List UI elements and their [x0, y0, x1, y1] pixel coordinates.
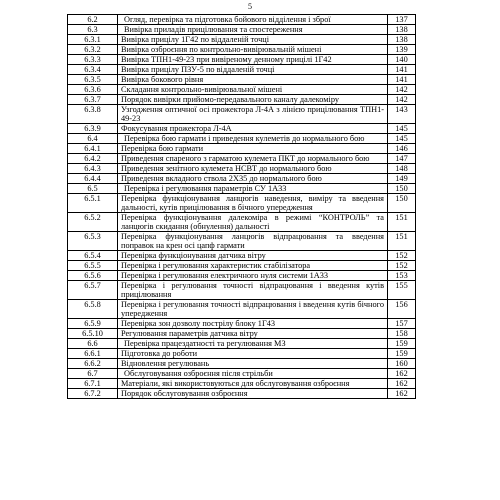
page-ref: 162	[388, 379, 416, 389]
page-ref: 141	[388, 75, 416, 85]
section-title: Перевірка працездатності та регулювання МЗ	[118, 339, 388, 349]
section-title: Перевірка бою гармати	[118, 144, 388, 154]
toc-row	[68, 281, 416, 300]
section-number: 6.5.1	[68, 194, 118, 213]
section-number: 6.3.1	[68, 35, 118, 45]
section-title: Підготовка до роботи	[118, 349, 388, 359]
section-title: Вивірка прицілу ПЗУ-5 по віддаленій точці	[118, 65, 388, 75]
section-title: Перевірка і регулювання електричного нуля системи 1А33	[118, 271, 388, 281]
toc-row	[68, 55, 416, 65]
page-ref: 151	[388, 232, 416, 251]
section-number: 6.6.1	[68, 349, 118, 359]
toc-row	[68, 154, 416, 164]
toc-row	[68, 144, 416, 154]
toc-row	[68, 319, 416, 329]
page-ref: 155	[388, 281, 416, 300]
section-title: Матеріали, які використовуються для обслуговування озброєння	[118, 379, 388, 389]
page-ref: 138	[388, 35, 416, 45]
toc-row	[68, 369, 416, 379]
section-title: Перевірка і регулювання точності відпрацювання і введення кутів бічного упередження	[118, 300, 388, 319]
section-number: 6.4	[68, 134, 118, 144]
section-title: Приведення вкладного ствола 2Х35 до нормального бою	[118, 174, 388, 184]
toc-row	[68, 184, 416, 194]
section-number: 6.4.1	[68, 144, 118, 154]
toc-row	[68, 379, 416, 389]
section-number: 6.3.2	[68, 45, 118, 55]
section-title: Приведення зенітного кулемета НСВТ до нормального бою	[118, 164, 388, 174]
section-title: Фокусування прожектора Л-4А	[118, 124, 388, 134]
page-ref: 142	[388, 95, 416, 105]
section-number: 6.3.8	[68, 105, 118, 124]
section-number: 6.5.3	[68, 232, 118, 251]
section-title: Перевірка бою гармати і приведення кулеметів до нормального бою	[118, 134, 388, 144]
page-ref: 147	[388, 154, 416, 164]
page-ref: 146	[388, 144, 416, 154]
section-number: 6.5.7	[68, 281, 118, 300]
toc-row	[68, 389, 416, 399]
section-title: Вивірка бокового рівня	[118, 75, 388, 85]
toc-row	[68, 300, 416, 319]
section-number: 6.3.4	[68, 65, 118, 75]
toc-row	[68, 15, 416, 25]
toc-row	[68, 134, 416, 144]
section-number: 6.3.9	[68, 124, 118, 134]
toc-row	[68, 35, 416, 45]
section-title: Приведення спареного з гарматою кулемета ПКТ до нормального бою	[118, 154, 388, 164]
section-title: Перевірка функціонування ланцюгів наведення, виміру та введення дальності, кутів прицілювання в бічного упередження	[118, 194, 388, 213]
toc-row	[68, 25, 416, 35]
page-ref: 160	[388, 359, 416, 369]
section-title: Перевірка і регулювання точності відпрацювання і введення кутів прицілювання	[118, 281, 388, 300]
section-title: Узгодження оптичної осі прожектора Л-4А з лінією прицілювання ТПН1-49-23	[118, 105, 388, 124]
section-title: Перевірка і регулювання характеристик стабілізатора	[118, 261, 388, 271]
section-number: 6.5.8	[68, 300, 118, 319]
toc-row	[68, 85, 416, 95]
toc-row	[68, 95, 416, 105]
toc-row	[68, 105, 416, 124]
section-title: Обслуговування озброєння після стрільби	[118, 369, 388, 379]
section-number: 6.7	[68, 369, 118, 379]
toc-row	[68, 261, 416, 271]
toc-row	[68, 65, 416, 75]
page-ref: 150	[388, 194, 416, 213]
section-number: 6.4.3	[68, 164, 118, 174]
toc-row	[68, 232, 416, 251]
toc-row	[68, 124, 416, 134]
section-number: 6.5.2	[68, 213, 118, 232]
section-title: Вивірка озброєння по контрольно-вивірювальній мішені	[118, 45, 388, 55]
section-number: 6.7.1	[68, 379, 118, 389]
toc-row	[68, 45, 416, 55]
table-of-contents	[67, 14, 416, 399]
section-number: 6.7.2	[68, 389, 118, 399]
toc-row	[68, 251, 416, 261]
section-title: Порядок обслуговування озброєння	[118, 389, 388, 399]
section-number: 6.3.6	[68, 85, 118, 95]
toc-row	[68, 174, 416, 184]
section-title: Вивірка прицілу 1Г42 по віддаленій точці	[118, 35, 388, 45]
section-number: 6.6.2	[68, 359, 118, 369]
page-ref: 159	[388, 349, 416, 359]
toc-row	[68, 194, 416, 213]
section-number: 6.5	[68, 184, 118, 194]
section-title: Регулювання параметрів датчика вітру	[118, 329, 388, 339]
section-number: 6.6	[68, 339, 118, 349]
page-ref: 143	[388, 105, 416, 124]
page-ref: 152	[388, 261, 416, 271]
page-ref: 158	[388, 329, 416, 339]
section-number: 6.3.7	[68, 95, 118, 105]
page-ref: 139	[388, 45, 416, 55]
section-number: 6.3	[68, 25, 118, 35]
page-ref: 137	[388, 15, 416, 25]
toc-body	[68, 15, 416, 399]
section-number: 6.5.5	[68, 261, 118, 271]
page-ref: 151	[388, 213, 416, 232]
section-title: Перевірка функціонування далекоміра в режимі “КОНТРОЛЬ” та ланцюгів скидання (обнулення) дальності	[118, 213, 388, 232]
section-number: 6.5.9	[68, 319, 118, 329]
section-title: Вивірка ТПН1-49-23 при вивіреному денному прицілі 1Г42	[118, 55, 388, 65]
page-ref: 140	[388, 55, 416, 65]
section-title: Вивірка приладів прицілювання та спостереження	[118, 25, 388, 35]
page-ref: 138	[388, 25, 416, 35]
page-ref: 153	[388, 271, 416, 281]
page-ref: 159	[388, 339, 416, 349]
section-number: 6.2	[68, 15, 118, 25]
toc-row	[68, 339, 416, 349]
page-ref: 162	[388, 369, 416, 379]
section-number: 6.5.10	[68, 329, 118, 339]
section-number: 6.4.4	[68, 174, 118, 184]
section-title: Перевірка функціонування ланцюгів відпрацювання та введення поправок на крен осі цапф гармати	[118, 232, 388, 251]
toc-row	[68, 271, 416, 281]
toc-row	[68, 349, 416, 359]
page-ref: 145	[388, 124, 416, 134]
section-title: Порядок вивірки прийомо-передавального каналу далекоміру	[118, 95, 388, 105]
page-ref: 141	[388, 65, 416, 75]
toc-row	[68, 329, 416, 339]
section-title: Огляд, перевірка та підготовка бойового відділення і зброї	[118, 15, 388, 25]
page-ref: 149	[388, 174, 416, 184]
page-ref: 150	[388, 184, 416, 194]
section-number: 6.4.2	[68, 154, 118, 164]
section-title: Перевірка зон дозволу пострілу блоку 1Г43	[118, 319, 388, 329]
section-number: 6.3.5	[68, 75, 118, 85]
toc-row	[68, 359, 416, 369]
toc-row	[68, 164, 416, 174]
section-number: 6.3.3	[68, 55, 118, 65]
page-ref: 142	[388, 85, 416, 95]
section-title: Складання контрольно-вивірювальної мішені	[118, 85, 388, 95]
page-ref: 145	[388, 134, 416, 144]
page-number: 5	[248, 2, 252, 11]
section-number: 6.5.4	[68, 251, 118, 261]
page-ref: 148	[388, 164, 416, 174]
page-ref: 152	[388, 251, 416, 261]
section-number: 6.5.6	[68, 271, 118, 281]
toc-row	[68, 213, 416, 232]
page-ref: 162	[388, 389, 416, 399]
section-title: Перевірка і регулювання параметрів СУ 1А33	[118, 184, 388, 194]
section-title: Перевірка функціонування датчика вітру	[118, 251, 388, 261]
toc-row	[68, 75, 416, 85]
section-title: Відновлення регулювань	[118, 359, 388, 369]
page-ref: 157	[388, 319, 416, 329]
page-ref: 156	[388, 300, 416, 319]
